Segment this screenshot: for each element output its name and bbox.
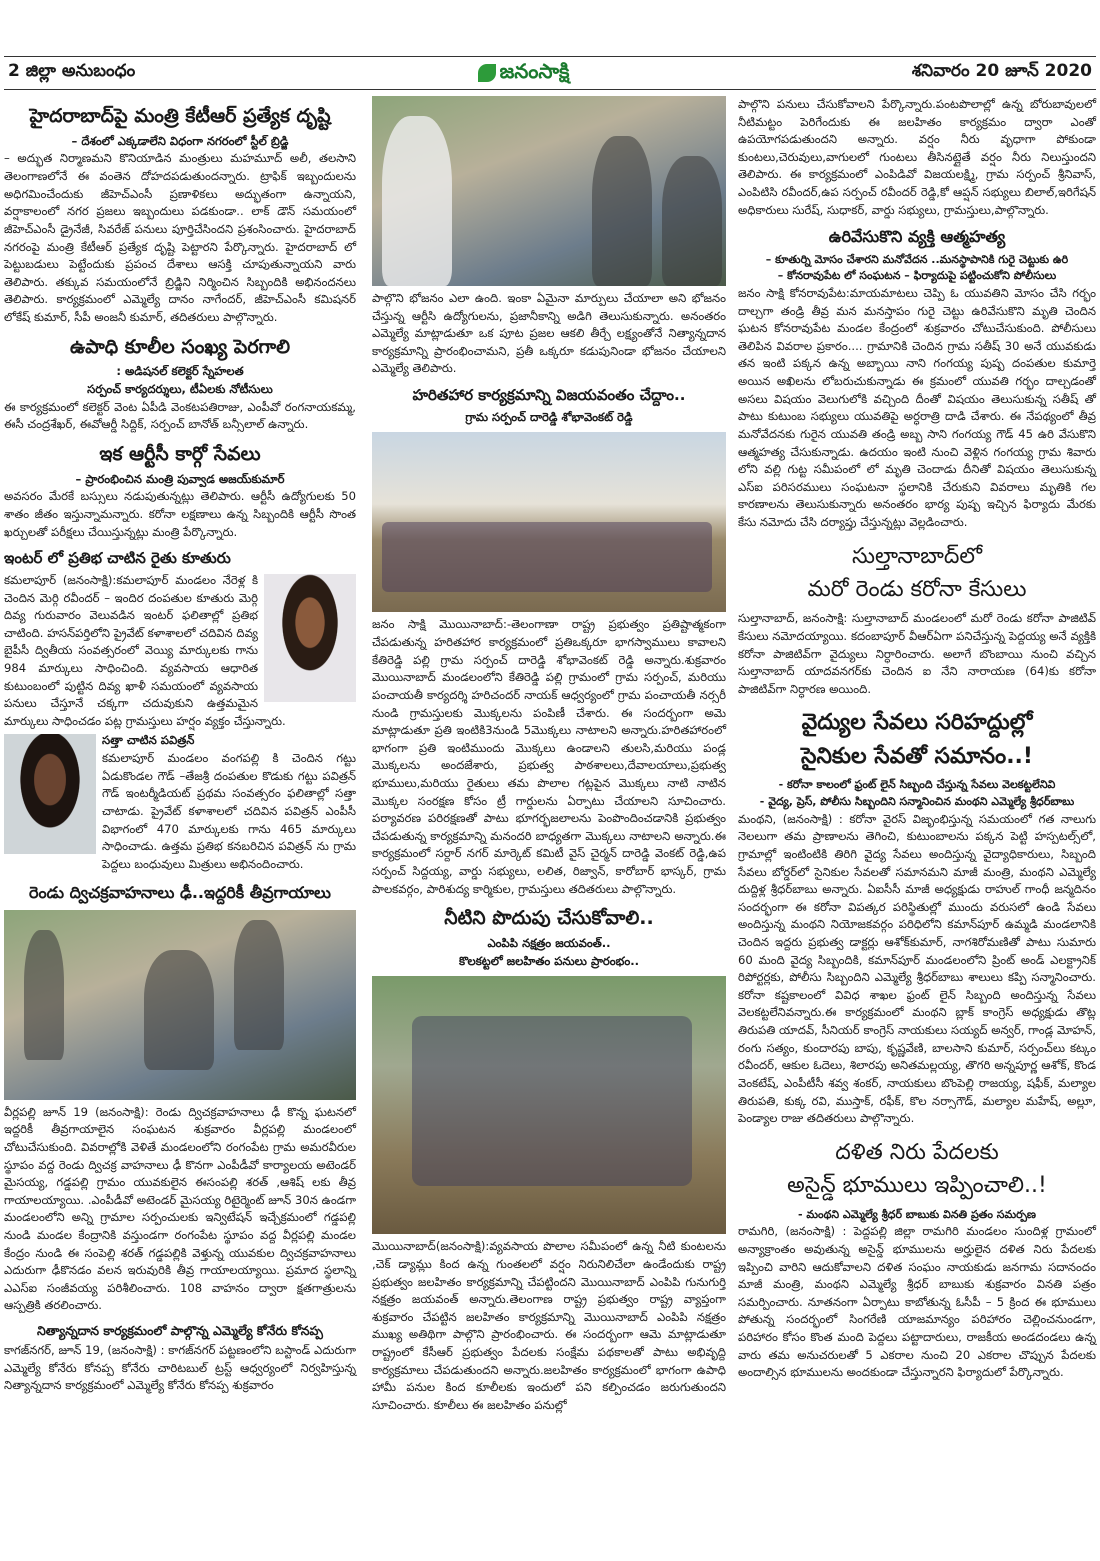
article-body: కమలాపూర్ మండలం వంగపల్లి కి చెందిన గట్టు ఏడుకొండల గౌడ్ –తేజశ్రీ దంపతుల కొడుకు గట్టు పవిత్రన్ గౌడ్ ఇంటర్మీడియట్ ప్రథమ సంవత్సరం ఫలితాల్లో సత్తా చాటాడు. ప్రైవేట్ కళాశాలలో చదివిన పవిత్రన్ ఎంపీసీ విభాగంలో 470 మార్కులకు గాను 465 మార్కులు సాధించాడు. ఉత్తమ ప్రతిభ కనబరిచిన పవిత్రన్ ను గ్రామ పెద్దలు బంధువులు మిత్రులు అభినందించారు. <box>102 751 356 871</box>
article-subtitle: - మంథని ఎమ్మెల్యే శ్రీధర్ బాబుకు వినతి ప్రతం సమర్పణ <box>797 1207 1036 1221</box>
article-body: అవసరం మేరకే బస్సులు నడుపుతున్నట్లు తెలిపారు. ఆర్టీసీ ఉద్యోగులకు 50 శాతం జీతం ఇస్తున్నామన్నారు. కరోనా లక్షణాలు ఉన్న సిబ్బందికి ఆర్టీసీ సొంత ఖర్చులతో పరీక్షలు చేయిస్తున్నట్లు మంత్రి పేర్కొన్నారు. <box>4 489 356 539</box>
article-body: జనం సాక్షి కోనరావుపేట:మాయమాటలు చెప్పి ఓ యువతిని మోసం చేసి గర్భం దాల్చగా తండ్రి తీవ్ర మన మనస్తాపం గురై చెట్టు ఉరివేసుకొని మృతి చెందిన ఘటన కోనరావుపేట మండల కేంద్రంలో శుక్రవారం చోటుచేసుకుంది. పోలీసులు తెలిపిన వివరాల ప్రకారం.... గ్రామానికి చెందిన గ్రామ సతీష్ 30 అనే యువకుడు తన ఇంటి పక్కన ఉన్న అబ్బాయి నాని గంగయ్య పుష్ప దంపతుల కుమార్తె అయిన అఖిలను లోబరుచుకున్నాడు ఈ క్రమంలో యువతి గర్భం దాల్చడంతో అసలు విషయం వెలుగులోకి వచ్చింది దీంతో విషయం తెలుసుకున్న సతీష్ తో పాటు కుటుంబ సభ్యులు యువతిపై అర్ధరాత్రి దాడి చేశారు. ఈ నేపథ్యంలో తీవ్ర మనోవేదనకు గురైన యువతి తండ్రి అబ్బ సాని గంగయ్య గౌడ్ 45 ఉరి వేసుకొని ఆత్మహత్య చేసుకున్నాడు. ఉదయం ఇంటి నుంచి వెళ్లిన గంగయ్య గ్రామ శివారు లోని వల్లి గుట్ట సమీపంలో లో మృతి చెందాడు దీనితో విషయం తెలుసుకున్న ఎస్ఐ పరిసరములు సంఘటనా స్థలానికి చేరుకుని వివరాలు మృతికి గల కారణాలను తెలుసుకున్నారు అనంతరం భార్య పుష్ప ఇచ్చిన ఫిర్యాదు మేరకు కేసు నమోదు చేసి దర్యాప్తు చేస్తున్నట్లు వెల్లడించారు. <box>738 286 1096 529</box>
article-body: కాగజ్‌నగర్, జూన్ 19, (జనంసాక్షి) : కాగజ్‌నగర్ పట్టణంలోని బస్టాండ్ ఎదురుగా ఎమ్మెల్యే కోనేరు కోనప్ప కోనేరు చారిటబుల్ ట్రస్ట్ ఆధ్వర్యంలో నిర్వహిస్తున్న నిత్యాన్నదాన కార్యక్రమంలో ఎమ్మెల్యే కోనేరు కోనప్ప శుక్రవారం <box>4 1342 356 1393</box>
article-subtitle: – దేశంలో ఎక్కడాలేని విధంగా నగరంలో స్టీల్ బ్రిడ్జి <box>71 133 289 148</box>
article-title: నీటిని పొదుపు చేసుకోవాలి.. <box>444 907 654 930</box>
article-title: వైద్యుల సేవలు సరిహద్దుల్లో <box>801 710 1033 736</box>
page-header <box>4 56 1096 90</box>
article-body: మంథని, (జనంసాక్షి) : కరోనా వైరస్ విజృంభిస్తున్న సమయంలో గత నాలుగు నెలలుగా తమ ప్రాణాలను తెగించి, కుటుంబాలను పక్కన పెట్టి హస్పటల్స్‌లో, గ్రామాల్లో ఇంటింటికి తిరిగి వైద్య సేవలు అందిస్తున్న వైద్యాధికారులు, సిబ్బంది సేవలు బోర్డర్‌లో సైనికుల సేవలతో సమానమని మాజీ మంత్రి, మంథని ఎమ్మెల్యే దుద్దిళ్ల శ్రీధర్‌బాబు అన్నారు. ఏఐసీసీ మాజీ అధ్యక్షుడు రాహుల్ గాంధీ జన్మదినం సందర్భంగా ఈ కరోనా విపత్కర పరిస్థితుల్లో ముందు వరుసలో ఉండి సేవలు అందిస్తున్న మంథని నియోజకవర్గం పరిధిలోని కమాన్‌పూర్ ఉమ్మడి మండలానికి చెందిన ఇద్దరు ప్రభుత్వ డాక్టర్లు ఆశోక్‌కుమార్, నాగశిరోమణితో పాటు సుమారు 60 మంది వైద్య సిబ్బందికి, కమాన్‌పూర్ మండలంలోని ప్రింట్ అండ్ ఎలక్ట్రానిక్ రిపోర్టర్లకు, పోలీసు సిబ్బందిని ఎమ్మెల్యే శ్రీధర్‌బాబు శాలులు కప్పి సన్మానించారు. కరోనా కష్టకాలంలో వివిధ శాఖల ఫ్రంట్ లైన్ సిబ్బంది అందిస్తున్న సేవలు వెలకట్టలేనివన్నారు.ఈ కార్యక్రమంలో మంథని బ్లాక్ కాంగ్రెస్ అధ్యక్షుడు తొట్ల తిరుపతి యాదవ్, సీనియర్ కాంగ్రెస్ నాయకులు సయ్యద్ అన్వర్, గాండ్ల మోహన్, రంగు సత్యం, కుందారపు బాపు, కృష్ణవేణి, బాలసాని కుమార్, సర్పంచ్‌లు కట్కం రవీందర్, ఆకుల ఓదెలు, శిలారపు అనితమల్లయ్య, తొగరి అన్నపూర్ణ ఆశోక్, కొండ వెంకటేష్, ఎంపీటీసీ శవ్వ శంకర్, నాయకులు బొంపెల్లి రాజయ్య, షఫీక్, మల్యాల తిరుపతి, కుక్క రవి, ముస్తాక్, రఫీక్, కొల నర్సాగౌడ్, మల్యాల మహేష్, అల్లూ, పెండ్యాల రాజు తదితరులు పాల్గొన్నారు. <box>738 811 1096 1126</box>
article-title: ఉపాధి కూలీల సంఖ్య పెరగాలి <box>69 335 291 358</box>
column-3 <box>738 96 1096 1384</box>
article-body: – అద్భుత నిర్మాణమని కొనియాడిన మంత్రులు మహమూద్ అలీ, తలసాని తెలంగాణలోనే ఈ వంతెన దోహదపడుతుందన్నారు. ట్రాఫిక్ ఇబ్బందులను అధిగమించేందుకు జీహెచ్ఎంసీ ప్రణాళికలు అద్భుతంగా ఉన్నాయని, వర్షాకాలంలో నగర ప్రజలు ఇబ్బందులు పడకుండా.. లాక్ డౌన్ సమయంలో జీహెచ్ఎంసీ డ్రైనేజీ, సివరేజ్ పనులు పూర్తిచేసిందని ప్రశంసించారు. హైదరాబాద్ నగరంపై మంత్రి కేటీఆర్ ప్రత్యేక దృష్టి పెట్టారని పేర్కొన్నారు. హైదరాబాద్ లో పెట్టుబడులు పెట్టేందుకు ప్రపంచ దేశాలు ఆసక్తి చూపుతున్నాయని వారు తెలిపారు. తక్కువ సమయంలోనే బ్రిడ్జిని నిర్మించిన సిబ్బందికి అభినందనలు తెలిపారు. కార్యక్రమంలో ఎమ్మెల్యే దానం నాగేందర్, జీహెచ్ఎంసీ కమిషనర్ లోకేష్ కుమార్, సీపీ అంజనీ కుమార్, తదితరులు పాల్గొన్నారు. <box>4 151 356 324</box>
article-subtitle: సర్పంచ్ కార్యదర్శులు, టీఏలకు నోటీసులు <box>87 382 273 397</box>
article-subtitle: – కోనరావుపేట లో సంఘటన – ఫిర్యాదుపై పట్టించుకోని పోలీసులు <box>777 269 1057 283</box>
article-title: మరో రెండు కరోనా కేసులు <box>807 576 1027 602</box>
column-2 <box>372 96 726 1416</box>
article-subtitle: కొలకట్టలో జలహితం పనులు ప్రారంభం.. <box>458 953 640 968</box>
article-title: సైనికుల సేవతో సమానం..! <box>801 743 1033 769</box>
article-title: ఇంటర్ లో ప్రతిభ చాటిన రైతు కూతురు <box>4 549 231 568</box>
article-subtitle: - వైద్య, ప్రెస్, పోలీసు సిబ్బందిని సన్మానించిన మంథని ఎమ్మెల్యే శ్రీధర్‌బాబు <box>759 795 1075 809</box>
article-title: హైదరాబాద్‌పై మంత్రి కేటీఆర్ ప్రత్యేక దృష్టి <box>29 105 331 127</box>
article-body: కమలాపూర్ (జనంసాక్షి):కమలాపూర్ మండలం నేరెళ్ల కి చెందిన మెర్గి రవీందర్ – ఇందిర దంపతుల కూతురు మెర్గి దివ్య గురువారం వెలువడిన ఇంటర్ ఫలితాల్లో ప్రతిభ చాటింది. హసన్‌పర్తిలోని ప్రైవేట్ కళాశాలలో చదివిన దివ్య బైపీసీ ద్వితీయ సంవత్సరంలో వెయ్యి మార్కులకు గాను 984 మార్కులు సాధించింది. వ్యవసాయ ఆధారిత కుటుంబంలో పుట్టిన దివ్య ఖాళీ సమయంలో వ్యవసాయ పనులు చేస్తూనే చక్కగా చదువుకుని ఉత్తమమైన మార్కులు సాధించడం పట్ల గ్రామస్తులు హర్షం వ్యక్తం చేస్తున్నారు. <box>4 573 286 728</box>
article-body: సుల్తానాబాద్, జనంసాక్షి: సుల్తానాబాద్ మండలంలో మరో రెండు కరోనా పాజిటివ్ కేసులు నమోదయ్యాయి. కదంబాపూర్ వీఆర్‌ఏగా పనిచేస్తున్న పెద్దయ్య అనే వ్యక్తికి కరోనా పాజిటివ్‌గా వైద్యులు నిర్ధారించారు. అలాగే బొంబాయి నుంచి వచ్చిన సుల్తానాబాద్ యాదవనగర్‌కు చెందిన ఐ నేని నారాయణ (64)కు కరోనా పాజిటివ్‌గా నిర్ధారణ అయింది. <box>738 611 1096 696</box>
article-title: ఇక ఆర్టీసీ కార్గో సేవలు <box>99 442 261 465</box>
article-body: పాల్గొని భోజనం ఎలా ఉంది. ఇంకా ఏమైనా మార్పులు చేయాలా అని భోజనం చేస్తున్న ఆర్టీసి ఉద్యోగులను, ప్రజానీకాన్ని అడిగి తెలుసుకున్నారు. అనంతరం ఎమ్మెల్యే మాట్లాడుతూ ఒక పూట ప్రజల ఆకలి తీర్చే లక్ష్యంతోనే నిత్యాన్నదాన కార్యక్రమాన్ని ప్రారంభించామని, ప్రతీ ఒక్కరూ కడుపునిండా భోజనం చేయాలని ఎమ్మెల్యే తెలిపారు. <box>372 291 726 376</box>
article-body: రామగిరి, (జనంసాక్షి) : పెద్దపల్లి జిల్లా రామగిరి మండలం సుందిళ్ల గ్రామంలో అన్యాక్రాంతం అవుతున్న అసైన్డ్ భూములను అర్హులైన దళిత నిరు పేదలకు ఇప్పించి వారిని ఆదుకోవాలని దళిత సంఘం నాయకుడు జనగామ సదానందం మాజీ మంత్రి, మంథని ఎమ్మెల్యే శ్రీధర్ బాబుకు శుక్రవారం వినతి పత్రం సమర్పించారు. నూతనంగా ఏర్పాటు కాబోతున్న ఓసీపీ – 5 క్రింద ఈ భూములు పోతున్న సందర్భంలో సింగరేణి యాజమాన్యం పరిహారం చెల్లించనుండగా, పరిహారం కోసం కొంత మంది పెద్దలు పట్టాదారులు, రాజకీయ అండదండలు ఉన్న వారు తమ అనుచరులతో 5 ఎకరాల నుంచి 20 ఎకరాల చొప్పున పేదలకు అందాల్సిన భూములను అందకుండా చేస్తున్నారని ఫిర్యాదులో పేర్కొన్నారు. <box>738 1224 1096 1380</box>
article-body: జనం సాక్షి మొయినాబాద్:-తెలంగాణా రాష్ట్ర ప్రభుత్వం ప్రతిష్టాత్మకంగా చేపడుతున్న హరితహార కార్యక్రమంలో ప్రతిఒక్కరూ భాగస్వాములు కావాలని కేతిరెడ్డి పల్లి గ్రామ సర్పంచ్ దారెడ్డి శోభావెంకట్ రెడ్డి అన్నారు.శుక్రవారం మొయినాబాద్ మండలంలోని కేతిరెడ్డి పల్లి గ్రామంలో గ్రామ సర్పంచ్, మరియు పంచాయతీ కార్యదర్శి హరిచందర్ నాయక్ ఆధ్వర్యంలో గ్రామ పంచాయతీ నర్సరీ నుండి గ్రామస్తులకు మొక్కలను పంపిణీ చేశారు. ఈ సందర్బంగా అమె మాట్లాడుతూ ప్రతి ఇంటికి3నుండి 5మొక్కలు నాటాలని అన్నారు.హరితహారంలో భాగంగా ప్రతి ఇంటిముందు మొక్కలు ఉండాలని తులసి,మరియు పండ్ల మొక్కలను అందజేశారు, ప్రభుత్వ పాఠశాలలు,దేవాలయాలు,ప్రభుత్వ భూములు,మరియు రైతులు తమ పొలాల గట్లపైన మొక్కలు నాటి నాటిన మొక్కల సంరక్షణ కోసం ట్రీ గార్డులను ఏర్పాటు చేయాలని సూచించారు. పర్యావరణ పరిరక్షణతో పాటు భూగర్భజలాలను పెంపొందించడానికి ప్రభుత్వం చేపడుతున్న కార్యక్రమాన్ని మనందరి బాధ్యతగా మొక్కలు నాటాలని అన్నారు.ఈ కార్యక్రమంలో సర్దార్ నగర్ మార్కెట్ కమిటీ వైస్ చైర్మన్ దారెడ్డి వెంకట్ రెడ్డి,ఉప సర్పంచ్ సిద్దయ్య, వార్డు సభ్యులు, లలిత, రిజ్వాన్, కారోబార్ భాస్కర్, గ్రామ పాలకవర్గం, పారిశుద్య కార్మికుల, గ్రామస్తులు తదితరులు పాల్గొన్నారు. <box>372 617 726 896</box>
article-subtitle: గ్రామ సర్పంచ్ దారెడ్డి శోభావెంకట్ రెడ్డి <box>465 409 633 424</box>
logo-text: జనంసాక్షి <box>499 58 570 83</box>
article-title: దళిత నిరు పేదలకు <box>835 1139 999 1165</box>
haritha-haram-photo <box>372 432 726 612</box>
article-body: ఈ కార్యక్రమంలో కలెక్టర్ వెంట ఏపీడి వెంకటపతిరాజు, ఎంపీవో రంగనాయకమ్మ, ఈసీ చంద్రశేఖర్, ఈవోఆర్డీ సిద్దిక్, సర్పంచ్ బానోత్ బన్సీలాల్ ఉన్నారు. <box>4 399 356 432</box>
jalahitham-photo <box>372 976 726 1234</box>
article-subtitle: – కూతుర్ని మోసం చేశారని మనోవేదన ..మనస్థాపానికి గురై చెట్టుకు ఉరి <box>765 252 1069 266</box>
accident-photo <box>4 910 356 1100</box>
article-subtitle: : అడిషనల్ కలెక్టర్ స్నేహలత <box>116 364 244 379</box>
article-subtitle: ఎంపిపి నక్షత్రం జయవంత్.. <box>487 936 611 951</box>
article-body: వీర్లపల్లి జూన్ 19 (జనంసాక్షి): రెండు ద్విచక్రవాహనాలు ఢీ కొన్న ఘటనలో ఇద్దరికీ తీవ్రగాయాలైన సంఘటన శుక్రవారం వీర్లపల్లి మండలంలో చోటుచేసుకుంది. వివరాల్లోకి వెళితే మండలంలోని రంగంపేట గ్రామ అమరవీరుల స్థూపం వద్ద రెండు ద్విచక్ర వాహనాలు ఢీ కొనగా ఎంపీడీవో కార్యాలయ అటెండర్ మైసయ్య, గడ్డపల్లి గ్రామం యువకులైన ఈసంపల్లి శరత్ ,ఆశిష్ లకు తీవ్ర గాయాలయ్యాయి. .ఎంపీడీవో అటెండర్ మైసయ్య రిటైర్మెంట్ జూన్ 30న ఉండగా మండలంలోని అన్ని గ్రామాల సర్పంచులకు ఇన్విటేషన్ ఇచ్చేక్రమంలో గడ్డపల్లి నుండి మండల కేంద్రానికి వస్తుండగా రంగంపేట స్థూపం వద్ద వీర్లపల్లి మండల కేంద్రం నుండి ఈ సంపెల్లి శరత్ గడ్డపల్లికి వెళ్తున్న యువకుల ద్విచక్రవాహనాలు ఎదురుగా ఢీకొనడం వలన ఇరువురికి తీవ్ర గాయాలయ్యాయి. ప్రమాద స్థలాన్ని ఎఎస్ఐ సంజీవయ్య పరిశీలించారు. 108 వాహనం ద్వారా క్షతగాత్రులను ఆస్పత్రికి తరలించారు. <box>4 1104 356 1313</box>
leaf-icon <box>478 64 496 82</box>
article-subtitle: సత్తా చాటిన పవిత్రన్ <box>102 733 195 748</box>
page-section-label: 2 జిల్లా అనుబంధం <box>8 61 136 81</box>
article-body: పాల్గొని పనులు చేసుకోవాలని పేర్కొన్నారు.పంటపొలాల్లో ఉన్న బోరుబావులలో నీటిమట్టం పెరిగేందుకు ఈ జలహితం కార్యక్రమం ద్వారా ఎంతో ఉపయోగపడుతుందని అన్నారు. వర్షం నీరు వృధాగా పోకుండా కుంటలు,చెరువులు,వాగులలో గుంటలు తీసినట్లైతే వర్షం నీరు నిలుస్తుందని తెలిపారు. ఈ కార్యక్రమంలో ఎంపిడివో విజయలక్ష్మి, గ్రామ సర్పంచ్ శ్రీనివాస్, ఎంపిటిసి రవీందర్,ఉప సర్పంచ్ రవీందర్ రెడ్డి,కో ఆప్షన్ సభ్యులు బిలాల్,ఇరిగేషన్ అధికారులు సురేష్, సుధాకర్, వార్డు సభ్యులు, గ్రామస్తులు,పాల్గొన్నారు. <box>738 97 1096 217</box>
article-title: సుల్తానాబాద్‌లో <box>851 543 983 569</box>
article-title: రెండు ద్విచక్రవాహనాలు ఢీ..ఇద్దరికీ తీవ్రగాయాలు <box>29 883 331 903</box>
article-title: అసైన్డ్ భూములు ఇప్పించాలి..! <box>787 1173 1047 1199</box>
article-title: హరితహార కార్యక్రమాన్ని విజయవంతం చేద్దాం.. <box>412 386 686 405</box>
column-1 <box>4 96 356 1397</box>
article-subtitle: – ప్రారంభించిన మంత్రి పువ్వాడ అజయ్‌కుమార్ <box>75 471 285 486</box>
article-body: మొయినాబాద్(జనంసాక్షి):వ్యవసాయ పొలాల సమీపంలో ఉన్న నీటి కుంటలను ,చెక్ డ్యామ్లు కింద ఉన్న గుంతలలో వర్షం నిరునిలిచేలా ఉండేందుకు రాష్ట్ర ప్రభుత్వం జలహితం కార్యక్రమాన్ని చేపట్టిందని మొయినాబాద్ ఎంపిపి గునుగుర్తి నక్షత్రం జయవంత్ అన్నారు.తెలంగాణ రాష్ట్ర ప్రభుత్వం రాష్ట్ర వ్యాప్తంగా శుక్రవారం చేపట్టిన జలహితం కార్యక్రమాన్ని మొయినాబాద్ ఎంపిపి నక్షత్రం ముఖ్య అతిథిగా పాల్గొని ప్రారంభించారు. ఈ సందర్బంగా ఆమె మాట్లాడుతూ రాష్ట్రంలో కేసీఆర్ ప్రభుత్వం పేదలకు సంక్షేమ పథకాలతో పాటు అభివృద్ది కార్యక్రమాలు చేపడుతుందని అన్నారు.జలహితం కార్యక్రమంలో భాగంగా ఉపాధి హామీ పనుల కింద కూలీలకు ఇందులో పని కల్పించడం జరుగుతుందని సూచించారు. కూలీలు ఈ జలహితం పనుల్లో <box>372 1239 726 1412</box>
article-title: నిత్యాన్నదాన కార్యక్రమంలో పాల్గొన్న ఎమ్మెల్యే కోనేరు కోనప్ప <box>37 1322 323 1338</box>
annadanam-photo <box>372 96 726 286</box>
student-photo <box>264 574 356 702</box>
article-title: ఉరివేసుకొని వ్యక్తి ఆత్మహత్య <box>828 227 1006 247</box>
newspaper-logo <box>478 59 570 88</box>
issue-date: శనివారం 20 జూన్ 2020 <box>911 61 1092 81</box>
student-photo <box>4 734 96 854</box>
article-subtitle: - కరోనా కాలంలో ఫ్రంట్ లైన్ సిబ్బంది చేస్తున్న సేవలు వెలకట్టలేనివి <box>778 778 1056 792</box>
